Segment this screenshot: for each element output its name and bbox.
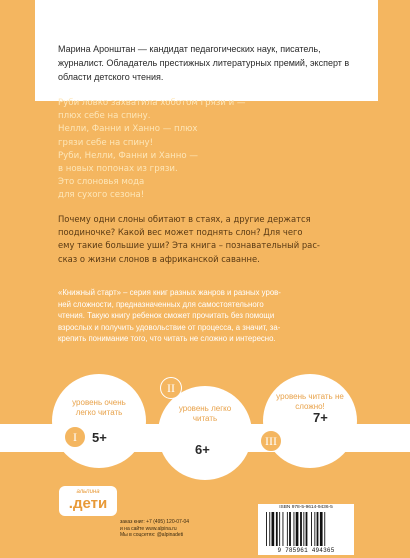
- contacts-line: заказ книг: +7 (495) 120-07-04: [120, 519, 190, 525]
- isbn-text: ISBN 978-5-9614-9436-5: [279, 505, 333, 510]
- logo-small-text: альпина: [76, 489, 100, 495]
- series-line: чтения. Такую книгу ребенок сможет прочитать без помощи: [58, 311, 275, 320]
- description-line: поодиночке? Какой вес может поднять слон? Для чего: [58, 227, 303, 238]
- poem-line: Нелли, Фанни и Ханно — плюх: [58, 124, 198, 135]
- poem-excerpt: [58, 97, 358, 203]
- poem-line: для сухого сезона!: [58, 190, 145, 201]
- series-line: «Книжный старт» – серия книг разных жанров и разных уров-: [58, 288, 281, 297]
- level-2-roman-badge: II: [160, 377, 182, 399]
- poem-line: Руби, Нелли, Фанни и Ханно —: [58, 150, 198, 161]
- publisher-logo: [59, 486, 117, 516]
- level-2-circle: [158, 386, 252, 480]
- level-3-roman-badge: III: [260, 430, 282, 452]
- author-bio: Марина Аронштан — кандидат педагогических наук, писатель, журналист. Обладатель престижных литературных премий, эксперт в области детского чтения.: [58, 44, 350, 82]
- poem-line: плюх себе на спину.: [58, 111, 151, 122]
- level-2-age: 6+: [195, 442, 210, 457]
- description-line: сказ о жизни слонов в африканской саванне.: [58, 253, 260, 264]
- poem-line: Это слоновья мода: [58, 177, 145, 188]
- level-1-circle: [52, 374, 146, 468]
- poem-line: грязи себе на спину!: [58, 137, 154, 148]
- series-description: [58, 287, 358, 345]
- description-line: Почему одни слоны обитают в стаях, а другие держатся: [58, 214, 311, 224]
- publisher-contacts: [120, 519, 200, 539]
- level-1-roman-badge: I: [64, 426, 86, 448]
- level-1-label: уровень очень легко читать: [72, 398, 126, 417]
- contacts-line: и на сайте www.alpina.ru: [120, 525, 177, 532]
- level-3-circle: [263, 374, 357, 468]
- barcode-box: [258, 504, 354, 555]
- description-line: ему такие большие уши? Эта книга – познавательный рас-: [58, 240, 320, 251]
- series-line: крепить понимание того, что читать не сложно и интересно.: [58, 334, 276, 343]
- level-2-label: уровень легко читать: [178, 404, 232, 423]
- poem-line: в новых попонах из грязи.: [58, 164, 178, 175]
- series-line: ней сложности, предназначенных для самостоятельного: [58, 299, 264, 309]
- level-3-age: 7+: [313, 410, 328, 425]
- poem-line: Руби ловко захватила хоботом грязи и —: [58, 98, 246, 108]
- logo-big-text: .дети: [68, 495, 108, 512]
- book-description: [58, 213, 358, 266]
- level-3-label: уровень читать не сложно!: [276, 392, 344, 411]
- series-line: взрослых и получить удовольствие от процесса, а значит, за-: [58, 322, 281, 332]
- contacts-line: Мы в соцсетях: @alpinadeti: [120, 532, 184, 538]
- barcode-digits: 9 785961 494365: [277, 547, 335, 554]
- level-1-age: 5+: [92, 430, 107, 445]
